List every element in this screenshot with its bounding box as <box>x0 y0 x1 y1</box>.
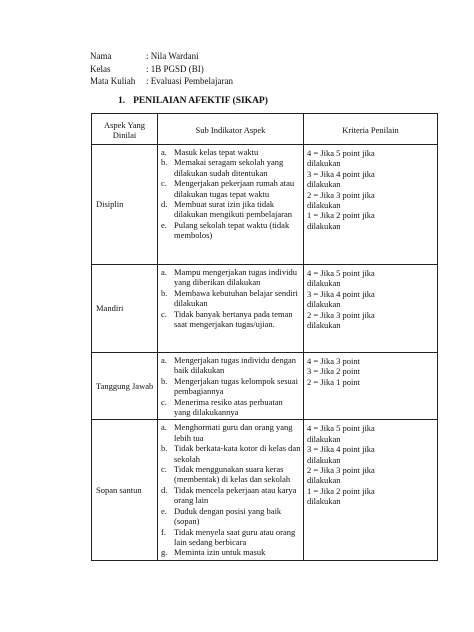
kriteria-line: 3 = Jika 4 point jika <box>307 288 375 299</box>
item-marker: g. <box>161 547 168 558</box>
list-item <box>160 547 301 557</box>
list-item <box>160 355 301 376</box>
item-marker: a. <box>161 267 167 277</box>
item-marker: c. <box>161 396 167 407</box>
item-text: Pulang sekolah tepat waktu (tidak membolos) <box>174 219 290 241</box>
kriteria-line-continued: dilakukan <box>307 299 341 310</box>
item-text: Tidak banyak bertanya pada teman saat mengerjakan tugas/ujian. <box>174 308 293 330</box>
item-marker: a. <box>161 422 167 433</box>
item-marker: b. <box>161 375 168 386</box>
kriteria-line-continued: dilakukan <box>307 200 341 211</box>
aspek-cell: Tanggung Jawab <box>92 353 158 420</box>
kelas-label: Kelas <box>90 63 111 74</box>
item-text: Tidak menyela saat guru atau orang lain sedang berbicara <box>174 526 296 547</box>
kriteria-line-continued: dilakukan <box>307 158 341 169</box>
item-text: Mengerjakan pekerjaan rumah atau dilakukan tugas tepat waktu <box>174 178 295 199</box>
table-row <box>92 265 438 353</box>
kriteria-line: 4 = Jika 5 point jika <box>307 423 375 434</box>
header-sub-indikator: Sub Indikator Aspek <box>158 114 304 145</box>
kriteria-cell <box>304 420 438 560</box>
header-aspek: Aspek Yang Dinilai <box>92 114 158 145</box>
table-row <box>92 420 438 560</box>
kriteria-line: 3 = Jika 2 point <box>307 366 360 377</box>
kriteria-line: 2 = Jika 3 point jika <box>307 309 375 320</box>
header-kriteria: Kriteria Penilain <box>304 114 438 145</box>
item-marker: c. <box>161 178 167 189</box>
section-heading: PENILAIAN AFEKTIF (SIKAP) <box>133 96 268 106</box>
list-item <box>160 147 301 157</box>
list-item <box>160 527 301 548</box>
item-text: Tidak mencela pekerjaan atau karya orang lain <box>174 484 297 506</box>
item-marker: a. <box>161 147 167 157</box>
list-item <box>160 157 301 178</box>
kriteria-line: 3 = Jika 4 point jika <box>307 444 375 455</box>
list-item <box>160 220 301 241</box>
item-marker: e. <box>161 505 167 516</box>
section-number: 1. <box>118 96 126 106</box>
item-marker: f. <box>161 526 166 537</box>
item-marker: d. <box>161 484 168 495</box>
list-item <box>160 199 301 220</box>
aspek-cell: Mandiri <box>92 265 158 353</box>
aspek-cell: Disiplin <box>92 145 158 265</box>
item-text: Masuk kelas tepat waktu <box>174 147 259 157</box>
item-text: Menerima resiko atas perbuatan yang dilakukannya <box>174 396 283 418</box>
mata-kuliah-row <box>90 75 233 88</box>
sub-indikator-cell <box>158 420 304 560</box>
kriteria-line: 2 = Jika 3 point jika <box>307 465 375 476</box>
student-info <box>90 50 233 88</box>
item-marker: c. <box>161 308 167 319</box>
list-item <box>160 422 301 443</box>
kelas-value: : 1B PGSD (BI) <box>146 63 204 74</box>
item-text: Tidak menggunakan suara keras (membentak) di kelas dan sekolah <box>174 464 291 485</box>
kriteria-line-continued: dilakukan <box>307 278 341 289</box>
list-item <box>160 376 301 397</box>
item-marker: b. <box>161 443 168 454</box>
item-marker: b. <box>161 157 168 168</box>
sub-indikator-cell <box>158 353 304 420</box>
item-marker: e. <box>161 219 167 230</box>
table-header-row <box>92 114 438 145</box>
list-item <box>160 397 301 418</box>
list-item <box>160 309 301 330</box>
kriteria-line: 2 = Jika 1 point <box>307 376 360 387</box>
kriteria-line-continued: dilakukan <box>307 179 341 190</box>
item-text: Membawa kebutuhan belajar sendiri dilakukan <box>174 287 298 309</box>
section-title <box>118 96 268 106</box>
item-marker: d. <box>161 199 168 210</box>
item-text: Membuat surat izin jika tidak dilakukan mengikuti pembelajaran <box>174 199 293 220</box>
kriteria-line-continued: dilakukan <box>307 475 341 486</box>
kriteria-line-continued: dilakukan <box>307 320 341 331</box>
list-item <box>160 443 301 464</box>
assessment-table <box>91 113 438 561</box>
kriteria-line: 4 = Jika 5 point jika <box>307 268 375 278</box>
nama-row <box>90 50 233 63</box>
item-text: Mengerjakan tugas kelompok sesuai pembagiannya <box>174 375 298 397</box>
item-marker: c. <box>161 464 167 475</box>
nama-value: : Nila Wardani <box>146 51 199 61</box>
item-text: Mengerjakan tugas individu dengan baik dilakukan <box>174 355 297 376</box>
item-marker: a. <box>161 355 167 365</box>
list-item <box>160 178 301 199</box>
nama-label: Nama <box>90 51 112 61</box>
kelas-row <box>90 63 233 76</box>
kriteria-line: 4 = Jika 5 point jika <box>307 148 375 158</box>
kriteria-line: 3 = Jika 4 point jika <box>307 168 375 179</box>
item-text: Mampu mengerjakan tugas individu yang diberikan dilakukan <box>174 267 297 288</box>
mata-kuliah-value: : Evaluasi Pembelajaran <box>146 76 233 86</box>
list-item <box>160 506 301 527</box>
item-text: Meminta izin untuk masuk <box>174 547 266 558</box>
list-item <box>160 288 301 309</box>
kriteria-line-continued: dilakukan <box>307 496 341 507</box>
sub-indikator-cell <box>158 265 304 353</box>
item-text: Tidak berkata-kata kotor di kelas dan sekolah <box>174 443 301 464</box>
list-item <box>160 267 301 288</box>
kriteria-line-continued: dilakukan <box>307 220 341 231</box>
list-item <box>160 485 301 506</box>
kriteria-line: 4 = Jika 3 point <box>307 356 360 366</box>
item-text: Memakai seragam sekolah yang dilakukan sudah ditentukan <box>174 157 284 178</box>
kriteria-line: 1 = Jika 2 point jika <box>307 485 375 496</box>
sub-indikator-cell <box>158 145 304 265</box>
kriteria-cell <box>304 353 438 420</box>
table-row <box>92 353 438 420</box>
kriteria-cell <box>304 145 438 265</box>
kriteria-line: 1 = Jika 2 point jika <box>307 210 375 221</box>
table-row <box>92 145 438 265</box>
mata-kuliah-label: Mata Kuliah <box>90 76 136 86</box>
item-marker: b. <box>161 287 168 298</box>
item-text: Menghormati guru dan orang yang lebih tua <box>174 422 293 443</box>
item-text: Duduk dengan posisi yang baik (sopan) <box>174 505 282 527</box>
kriteria-line-continued: dilakukan <box>307 454 341 465</box>
kriteria-cell <box>304 265 438 353</box>
aspek-cell: Sopan santun <box>92 420 158 560</box>
kriteria-line: 2 = Jika 3 point jika <box>307 189 375 200</box>
kriteria-line-continued: dilakukan <box>307 433 341 444</box>
list-item <box>160 464 301 485</box>
